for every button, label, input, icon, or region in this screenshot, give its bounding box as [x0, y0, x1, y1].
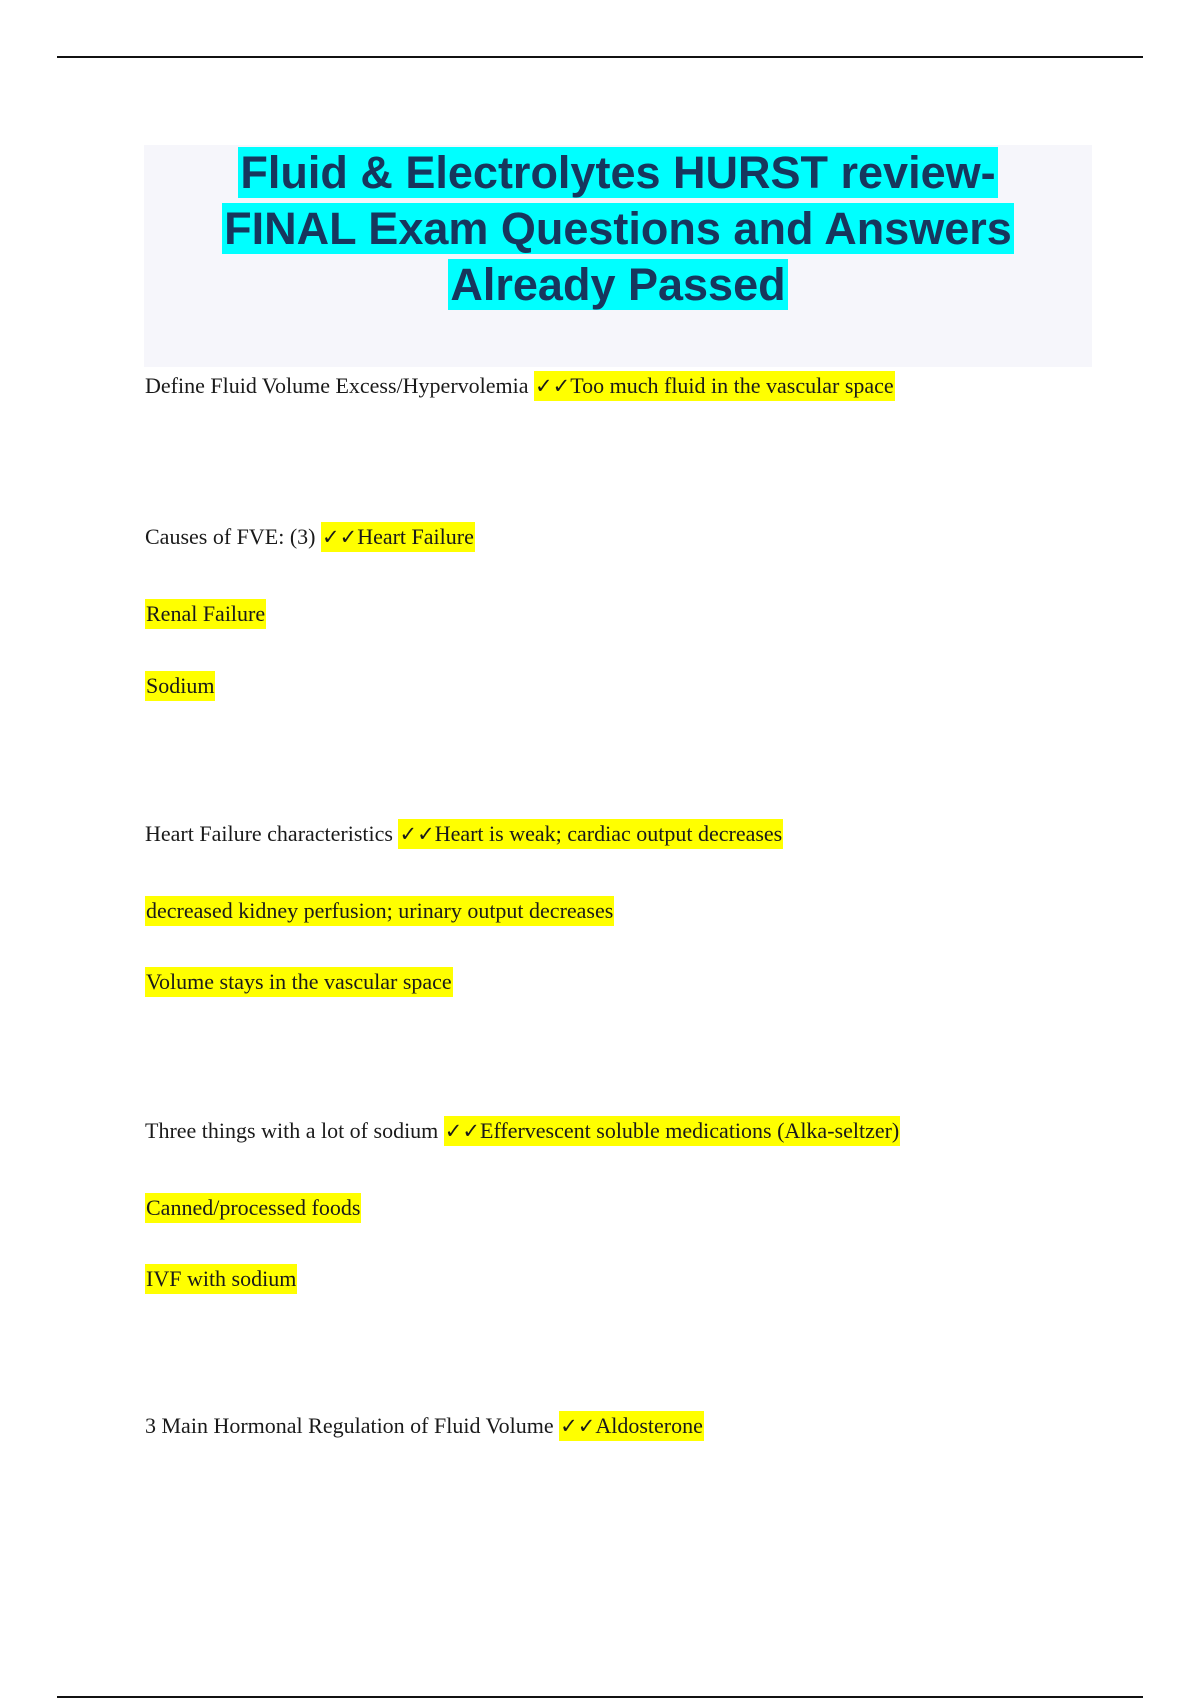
answer-value: IVF with sodium — [145, 1264, 297, 1294]
answer-continuation — [145, 897, 614, 925]
title-box — [144, 145, 1092, 367]
answer-text — [321, 522, 475, 552]
answer-continuation — [145, 1265, 297, 1293]
question-text: 3 Main Hormonal Regulation of Fluid Volume — [145, 1413, 554, 1438]
answer-value: Renal Failure — [145, 599, 266, 629]
document-title — [144, 145, 1092, 313]
qa-item-5 — [145, 1412, 704, 1440]
check-mark-icon: ✓✓ — [399, 822, 435, 846]
answer-text — [398, 819, 783, 849]
answer-text — [534, 371, 895, 401]
title-line-1: Fluid & Electrolytes HURST review- — [240, 147, 996, 198]
answer-value: decreased kidney perfusion; urinary output decreases — [145, 896, 614, 926]
answer-text — [559, 1411, 704, 1441]
answer-continuation — [145, 968, 453, 996]
question-text: Three things with a lot of sodium — [145, 1118, 439, 1143]
title-line-2: FINAL Exam Questions and Answers — [224, 203, 1012, 254]
qa-item-2 — [145, 523, 475, 551]
question-text: Define Fluid Volume Excess/Hypervolemia — [145, 373, 529, 398]
answer-value: Heart Failure — [357, 524, 474, 549]
title-line-3: Already Passed — [450, 259, 786, 310]
answer-text — [444, 1116, 900, 1146]
qa-item-3 — [145, 820, 783, 848]
header-rule — [57, 56, 1143, 58]
check-mark-icon: ✓✓ — [444, 1119, 480, 1143]
question-text: Heart Failure characteristics — [145, 821, 393, 846]
footer-rule — [57, 1696, 1143, 1698]
answer-continuation — [145, 672, 215, 700]
answer-value: Sodium — [145, 671, 215, 701]
answer-value: Effervescent soluble medications (Alka-seltzer) — [480, 1118, 900, 1143]
answer-value: Canned/processed foods — [145, 1193, 361, 1223]
answer-continuation — [145, 1194, 361, 1222]
check-mark-icon: ✓✓ — [560, 1414, 596, 1438]
qa-item-1 — [145, 372, 895, 400]
answer-value: Too much fluid in the vascular space — [570, 373, 894, 398]
answer-value: Volume stays in the vascular space — [145, 967, 453, 997]
check-mark-icon: ✓✓ — [535, 374, 571, 398]
check-mark-icon: ✓✓ — [321, 525, 358, 549]
answer-value: Aldosterone — [595, 1413, 703, 1438]
qa-item-4 — [145, 1117, 900, 1145]
answer-continuation — [145, 600, 266, 628]
question-text: Causes of FVE: (3) — [145, 524, 316, 549]
answer-value: Heart is weak; cardiac output decreases — [434, 821, 783, 846]
